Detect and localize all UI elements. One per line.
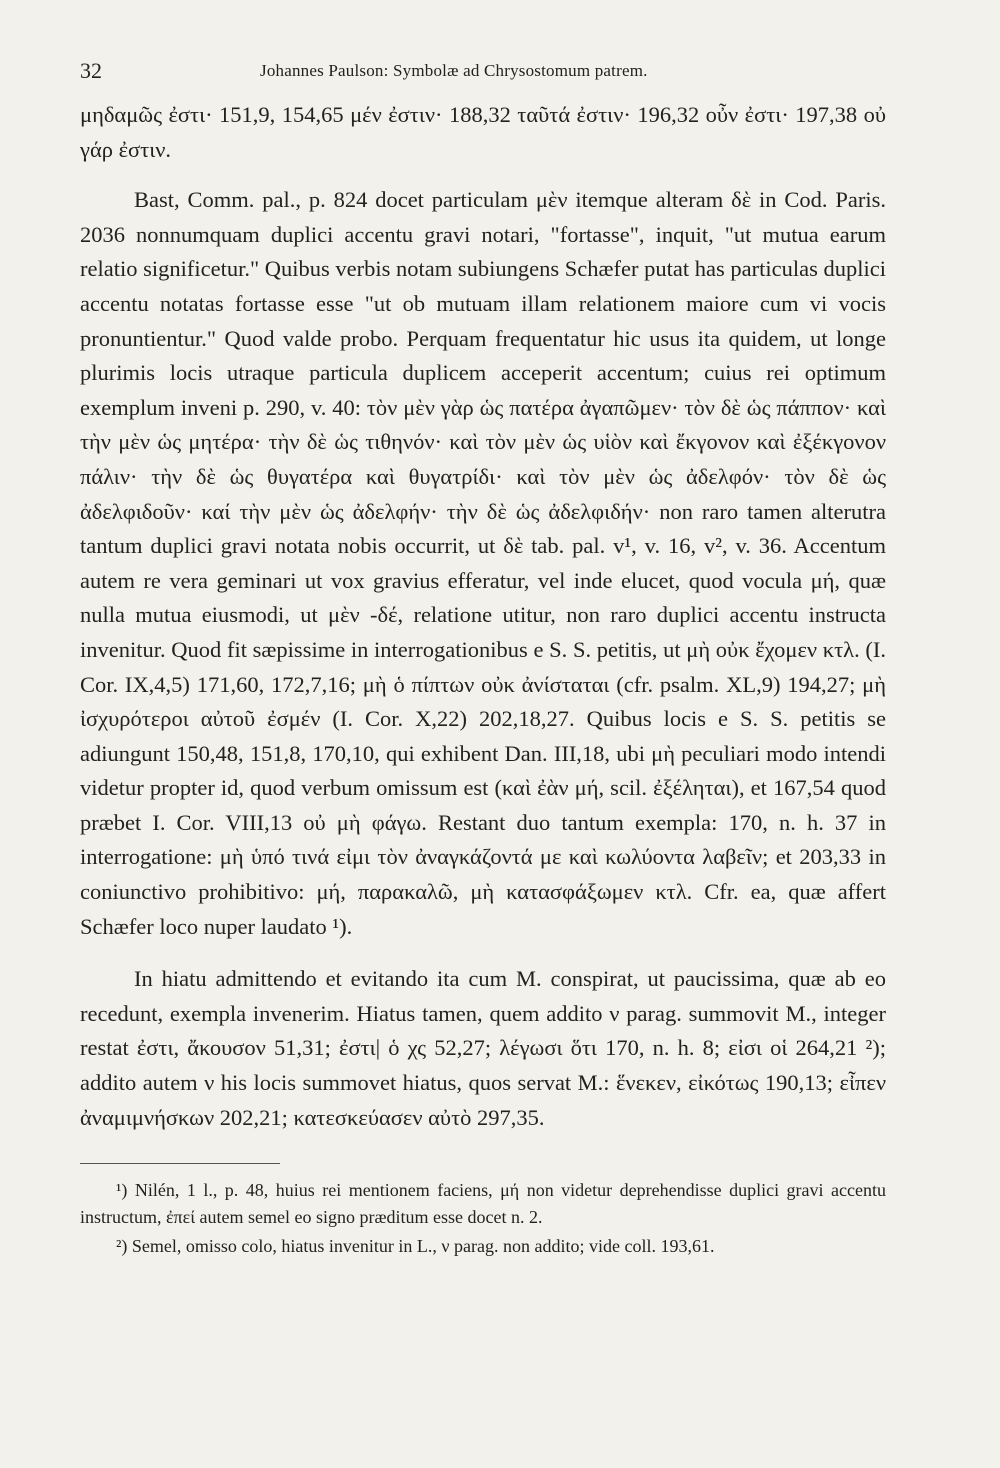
paragraph-hiatus: In hiatu admittendo et evitando ita cum M. conspirat, ut paucissima, quæ ab eo recedunt, exempla invenerim. Hiatus tamen, quem addito ν parag. summovit M., integer restat ἐστι, ἄκουσον 51,31; ἐστι| ὁ χς 52,27; λέγωσι ὅτι 170, n. h. 8; εἰσι οἱ 264,21 ²); addito autem ν his locis summovet hiatus, quos servat M.: ἕνεκεν, εἰκότως 190,13; εἶπεν ἀναμιμνήσκων 202,21; κατεσκεύασεν αὐτὸ 297,35.: [80, 966, 886, 1130]
paragraph-continuation: μηδαμῶς ἐστι· 151,9, 154,65 μέν ἐστιν· 188,32 ταῦτά ἐστιν· 196,32 οὖν ἐστι· 197,38 οὐ γάρ ἐστιν.: [80, 102, 886, 162]
footnote-divider: [80, 1163, 280, 1164]
footnote-2: ²) Semel, omisso colo, hiatus invenitur in L., ν parag. non addito; vide coll. 193,61.: [116, 1236, 715, 1256]
paragraph-accent-particles: Bast, Comm. pal., p. 824 docet particulam μὲν itemque alteram δὲ in Cod. Paris. 2036 nonnumquam duplici accentu gravi notari, "fortasse", inquit, "ut mutua earum relatio significetur." Quibus verbis notam subiungens Schæfer putat has particulas duplici accentu notatas fortasse esse "ut ob mutuam illam relationem maiore cum vi vocis pronuntientur." Quod valde probo. Perquam frequentatur hic usus ita quidem, ut longe plurimis locis utraque particula duplicem acceperit accentum; cuius rei optimum exemplum inveni p. 290, v. 40: τὸν μὲν γὰρ ὡς πατέρα ἀγαπῶμεν· τὸν δὲ ὡς πάππον· καὶ τὴν μὲν ὡς μητέρα· τὴν δὲ ὡς τιθηνόν· καὶ τὸν μὲν ὡς υἱὸν καὶ ἔκγονον καὶ ἐξέκγονον πάλιν· τὴν δὲ ὡς θυγατέρα καὶ θυγατρίδι· καὶ τὸν μὲν ὡς ἀδελφόν· τὸν δὲ ὡς ἀδελφιδοῦν· καί τὴν μὲν ὡς ἀδελφήν· τὴν δὲ ὡς ἀδελφιδήν· non raro tamen alterutra tantum duplici gravi notata nobis occurrit, ut δὲ tab. pal. v¹, v. 16, v², v. 36. Accentum autem re vera geminari ut vox gravius efferatur, vel inde elucet, quod vocula μή, quæ nulla mutua eiusmodi, ut μὲν -δέ, relatione utitur, non raro duplici accentu instructa invenitur. Quod fit sæpissime in interrogationibus e S. S. petitis, ut μὴ οὐκ ἔχομεν κτλ. (I. Cor. IX,4,5) 171,60, 172,7,16; μὴ ὁ πίπτων οὐκ ἀνίσταται (cfr. psalm. XL,9) 194,27; μὴ ἰσχυρότεροι αὐτοῦ ἐσμέν (I. Cor. X,22) 202,18,27. Quibus locis e S. S. petitis se adiungunt 150,48, 151,8, 170,10, qui exhibent Dan. III,18, ubi μὴ peculiari modo intendi videtur propter id, quod verbum omissum est (καὶ ἐὰν μή, scil. ἐξέληται), et 167,54 quod præbet I. Cor. VIII,13 οὐ μὴ φάγω. Restant duo tantum exempla: 170, n. h. 37 in interrogatione: μὴ ὑπό τινά εἰμι τὸν ἀναγκάζοντά με καὶ κωλύοντα λαβεῖν; et 203,33 in coniunctivo prohibitivo: μή, παρακαλῶ, μὴ κατασφάξωμεν κτλ. Cfr. ea, quæ affert Schæfer loco nuper laudato ¹).: [80, 187, 886, 939]
footnote-1: ¹) Nilén, 1 l., p. 48, huius rei mentionem faciens, μή non videtur deprehendisse duplici gravi accentu instructum, ἐπεί autem semel eo signo præditum esse docet n. 2.: [80, 1180, 886, 1227]
page-header: [80, 58, 885, 88]
main-text: [80, 98, 886, 1135]
running-head: Johannes Paulson: Symbolæ ad Chrysostomum patrem.: [260, 61, 648, 80]
footnotes: [80, 1177, 886, 1262]
page-number: 32: [80, 58, 102, 83]
